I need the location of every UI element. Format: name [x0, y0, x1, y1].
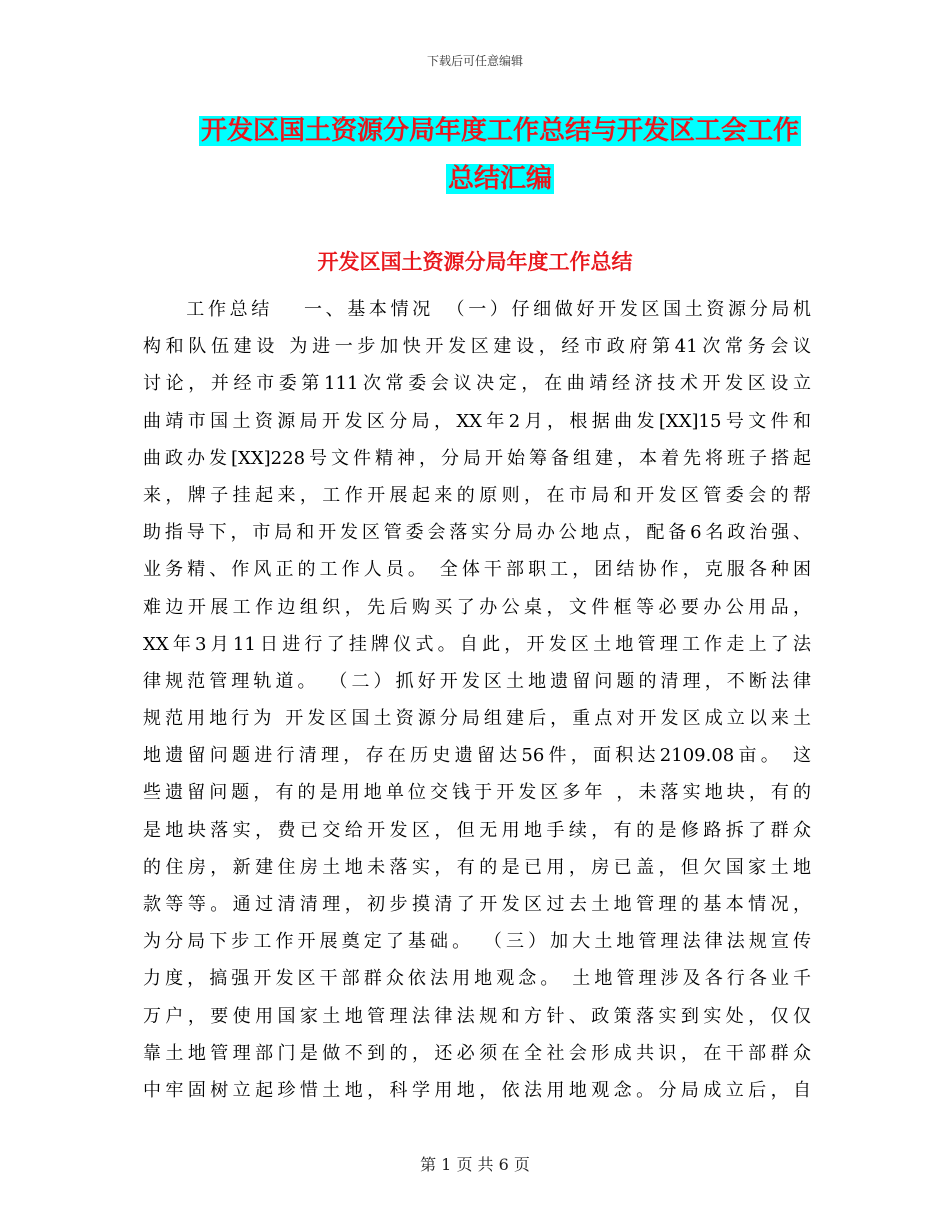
- body-line: 万户，要使用国家土地管理法律法规和方针、政策落实到实处，仅仅: [143, 1005, 811, 1027]
- body-line: 曲靖市国土资源局开发区分局，XX年2月，根据曲发[XX]15号文件和: [143, 410, 811, 432]
- body-line: 中牢固树立起珍惜土地，科学用地，依法用地观念。分局成立后，自: [143, 1079, 811, 1101]
- body-line: 力度，搞强开发区干部群众依法用地观念。 土地管理涉及各行各业千: [143, 968, 811, 990]
- page-header-note: 下载后可任意编辑: [426, 54, 523, 68]
- body-line: XX年3月11日进行了挂牌仪式。自此，开发区土地管理工作走上了法: [143, 633, 811, 655]
- body-line: 靠土地管理部门是做不到的，还必须在全社会形成共识，在干部群众: [143, 1042, 811, 1064]
- body-line: 地遗留问题进行清理，存在历史遗留达56件，面积达2109.08亩。 这: [143, 745, 811, 767]
- body-line: 款等等。通过清清理，初步摸清了开发区过去土地管理的基本情况，: [143, 894, 811, 915]
- body-line: 业务精、作风正的工作人员。 全体干部职工，团结协作，克服各种困: [143, 559, 811, 581]
- body-line: 工作总结 一、基本情况 （一）仔细做好开发区国土资源分局机: [143, 299, 811, 320]
- body-line: 助指导下，市局和开发区管委会落实分局办公地点，配备6名政治强、: [143, 522, 811, 544]
- document-title-line-1: 开发区国土资源分局年度工作总结与开发区工会工作: [200, 116, 799, 146]
- section-title: 开发区国土资源分局年度工作总结: [317, 250, 633, 274]
- document-title-line-2: 总结汇编: [447, 164, 552, 194]
- page-number: 第 1 页 共 6 页: [420, 1155, 530, 1174]
- body-text: [143, 291, 811, 1126]
- body-line: 是地块落实，费已交给开发区，但无用地手续，有的是修路拆了群众: [143, 819, 811, 841]
- body-line: 为分局下步工作开展奠定了基础。 （三）加大土地管理法律法规宣传: [143, 931, 811, 953]
- body-line: 曲政办发[XX]228号文件精神，分局开始筹备组建，本着先将班子搭起: [143, 447, 811, 469]
- body-line: 难边开展工作边组织，先后购买了办公桌，文件框等必要办公用品，: [143, 596, 811, 618]
- body-line: 来，牌子挂起来，工作开展起来的原则，在市局和开发区管委会的帮: [143, 484, 811, 506]
- body-line: 的住房，新建住房土地未落实，有的是已用，房已盖，但欠国家土地: [143, 856, 811, 878]
- body-line: 规范用地行为 开发区国土资源分局组建后，重点对开发区成立以来土: [143, 708, 811, 730]
- document-title: [190, 107, 810, 203]
- body-line: 些遗留问题，有的是用地单位交钱于开发区多年 ，未落实地块，有的: [143, 782, 811, 804]
- body-line: 律规范管理轨道。 （二）抓好开发区土地遗留问题的清理，不断法律: [143, 670, 811, 692]
- body-line: 构和队伍建设 为进一步加快开发区建设，经市政府第41次常务会议: [143, 336, 811, 358]
- body-line: 讨论，并经市委第111次常委会议决定，在曲靖经济技术开发区设立: [143, 373, 811, 395]
